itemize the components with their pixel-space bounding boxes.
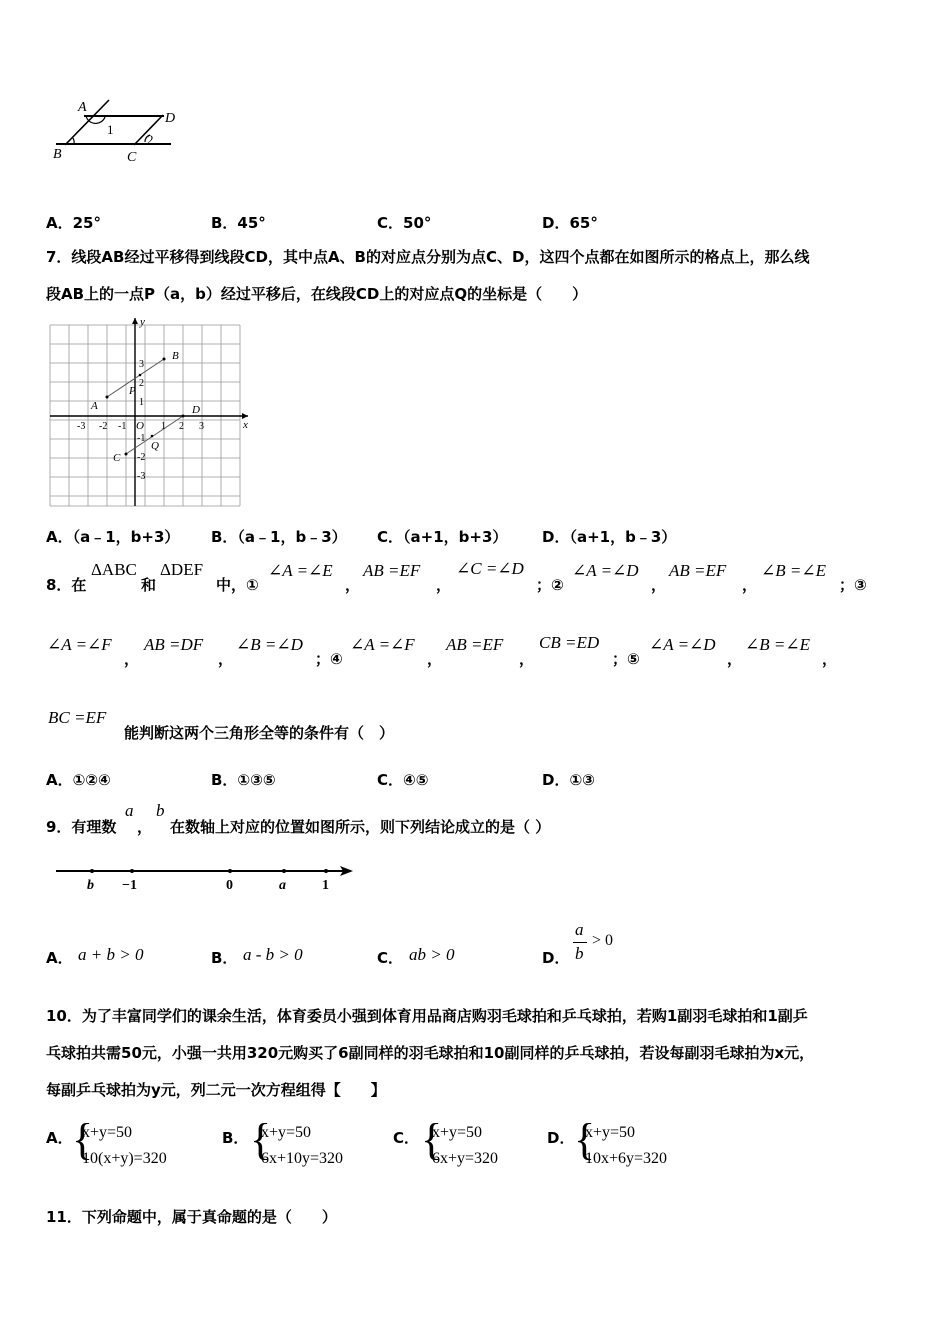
- q8-tail: 能判断这两个三角形全等的条件有（ ）: [124, 724, 395, 742]
- x-tick-label: 1: [161, 421, 166, 432]
- system-brace: {: [574, 1115, 596, 1164]
- y-tick-label: -3: [137, 471, 146, 482]
- q9-expr-c: ab > 0: [409, 945, 455, 964]
- point-c-label: C: [113, 452, 121, 464]
- q10-a-eq1: x+y=50: [82, 1124, 133, 1141]
- y-tick-label: -1: [137, 433, 146, 444]
- x-tick-label: 3: [199, 421, 204, 432]
- cond2-angle-a-d: ∠A =∠D: [572, 561, 639, 580]
- label-zero: 0: [226, 878, 233, 893]
- fraction-denominator: b: [575, 944, 584, 963]
- q7-option-c[interactable]: C．（a+1，b+3）: [377, 528, 508, 546]
- var-a: a: [125, 801, 134, 820]
- cond5-angle-a-d: ∠A =∠D: [649, 635, 716, 654]
- comma: ，: [727, 650, 743, 668]
- q10-option-b[interactable]: B．: [222, 1129, 249, 1147]
- system-brace: {: [72, 1115, 94, 1164]
- cond3-angle-a-f: ∠A =∠F: [47, 635, 112, 654]
- q10-b-eq1: x+y=50: [261, 1124, 312, 1141]
- q7-text-line1: 7．线段AB经过平移得到线段CD，其中点A、B的对应点分别为点C、D，这四个点都在如图所示的格点上，那么线: [46, 248, 810, 266]
- q9-option-b[interactable]: B．: [211, 949, 238, 967]
- y-tick-label: 1: [139, 397, 144, 408]
- cond1-angle-c-d: ∠C =∠D: [456, 559, 524, 578]
- comma: ，: [124, 650, 140, 668]
- separator-3: ；③: [839, 576, 867, 594]
- comma: ，: [822, 650, 838, 668]
- cond5-angle-b-e: ∠B =∠E: [745, 635, 810, 654]
- q8-mid: 中，①: [216, 576, 259, 594]
- coordinate-grid: [40, 315, 255, 513]
- tick-b: [90, 869, 94, 873]
- q8-and: 和: [141, 576, 157, 594]
- q8-option-c[interactable]: C．④⑤: [377, 771, 429, 789]
- q9-expr-b: a - b > 0: [243, 945, 303, 964]
- label-1: 1: [107, 122, 114, 137]
- cond1-ab-ef: AB =EF: [363, 561, 421, 580]
- cond2-angle-b-e: ∠B =∠E: [761, 561, 826, 580]
- triangle-abc: ΔABC: [91, 560, 137, 579]
- q9-option-c[interactable]: C．: [377, 949, 404, 967]
- angle-b-arc: [72, 137, 74, 144]
- q8-prefix: 8．在: [46, 576, 87, 594]
- q10-text-line1: 10．为了丰富同学们的课余生活，体育委员小强到体育用品商店购羽毛球拍和乒乓球拍，若购1副羽毛球拍和1副乒: [46, 1007, 808, 1025]
- point-c: [125, 453, 128, 456]
- label-b: b: [87, 878, 94, 893]
- q7-option-a[interactable]: A．（a﹣1，b+3）: [46, 528, 180, 546]
- point-d-label: D: [192, 404, 200, 416]
- q6-option-a[interactable]: A．25°: [46, 214, 101, 232]
- point-p-label: P: [129, 385, 136, 397]
- q7-option-b[interactable]: B．（a﹣1，b﹣3）: [211, 528, 347, 546]
- cond1-angle-a-e: ∠A =∠E: [268, 561, 333, 580]
- system-brace: {: [421, 1115, 443, 1164]
- point-a-label: A: [91, 400, 98, 412]
- cond4-ab-ef: AB =EF: [446, 635, 504, 654]
- comma: ，: [137, 818, 153, 836]
- label-c: C: [127, 150, 137, 165]
- label-d: D: [165, 111, 176, 126]
- point-d: [182, 415, 185, 418]
- label-a: A: [78, 100, 87, 115]
- comma: ，: [742, 576, 758, 594]
- tick-minus-one: [130, 869, 134, 873]
- q10-c-eq1: x+y=50: [432, 1124, 483, 1141]
- x-axis-label: x: [243, 419, 248, 431]
- y-tick-label: 3: [139, 359, 144, 370]
- separator-4: ；④: [315, 650, 343, 668]
- q7-text-line2: 段AB上的一点P（a，b）经过平移后，在线段CD上的对应点Q的坐标是（ ）: [46, 285, 588, 303]
- q9-option-d[interactable]: D．: [542, 949, 570, 967]
- label-a: a: [279, 878, 286, 893]
- q9-text: 在数轴上对应的位置如图所示，则下列结论成立的是（ ）: [170, 818, 551, 836]
- q10-option-a[interactable]: A．: [46, 1129, 73, 1147]
- fraction-numerator: a: [575, 920, 584, 939]
- q10-d-eq2: 10x+6y=320: [585, 1150, 668, 1167]
- point-b-label: B: [172, 350, 179, 362]
- separator-2: ；②: [536, 576, 564, 594]
- system-brace: {: [250, 1115, 272, 1164]
- q9-prefix: 9．有理数: [46, 818, 117, 836]
- tick-a: [282, 869, 286, 873]
- cond3-angle-b-d: ∠B =∠D: [236, 635, 303, 654]
- var-b: b: [156, 801, 165, 820]
- q10-text-line3: 每副乒乓球拍为y元，列二元一次方程组得【 】: [46, 1081, 386, 1099]
- q10-b-eq2: 6x+10y=320: [261, 1150, 344, 1167]
- comma: ，: [427, 650, 443, 668]
- y-axis-arrow: [132, 318, 138, 324]
- label-b: B: [53, 147, 62, 162]
- comma: ，: [651, 576, 667, 594]
- cond4-angle-a-f: ∠A =∠F: [350, 635, 415, 654]
- fraction-relation: > 0: [592, 932, 614, 949]
- comma: ，: [436, 576, 452, 594]
- y-axis-label: y: [140, 316, 145, 328]
- point-q: [151, 435, 154, 438]
- comma: ，: [345, 576, 361, 594]
- q10-option-c[interactable]: C．: [393, 1129, 420, 1147]
- q8-option-b[interactable]: B．①③⑤: [211, 771, 276, 789]
- fraction-bar: [573, 942, 587, 943]
- x-tick-label: -2: [99, 421, 108, 432]
- tick-one: [324, 869, 328, 873]
- cond2-ab-ef: AB =EF: [669, 561, 727, 580]
- comma: ，: [218, 650, 234, 668]
- q10-a-eq2: 10(x+y)=320: [82, 1150, 167, 1167]
- label-minus-one: −1: [122, 878, 137, 893]
- q6-option-c[interactable]: C．50°: [377, 214, 432, 232]
- q8-option-d[interactable]: D．①③: [542, 771, 595, 789]
- q6-option-d[interactable]: D．65°: [542, 214, 598, 232]
- q7-option-d[interactable]: D．（a+1，b﹣3）: [542, 528, 677, 546]
- y-tick-label: -2: [137, 452, 146, 463]
- triangle-def: ΔDEF: [160, 560, 204, 579]
- x-tick-label: -1: [118, 421, 127, 432]
- separator-5: ；⑤: [612, 650, 640, 668]
- point-a: [106, 396, 109, 399]
- cond4-cb-ed: CB =ED: [539, 633, 600, 652]
- cond5-bc-ef: BC =EF: [48, 708, 107, 727]
- x-tick-label: 2: [179, 421, 184, 432]
- q8-option-a[interactable]: A．①②④: [46, 771, 111, 789]
- tick-zero: [228, 869, 232, 873]
- comma: ，: [519, 650, 535, 668]
- origin-label: O: [136, 420, 144, 432]
- q10-d-eq1: x+y=50: [585, 1124, 636, 1141]
- q10-option-d[interactable]: D．: [547, 1129, 575, 1147]
- q10-text-line2: 乓球拍共需50元，小强一共用320元购买了6副同样的羽毛球拍和10副同样的乒乓球拍，若设每副羽毛球拍为x元，: [46, 1044, 815, 1062]
- line-ab: [65, 100, 109, 145]
- label-one: 1: [322, 878, 329, 893]
- q11-text: 11．下列命题中，属于真命题的是（ ）: [46, 1208, 337, 1226]
- point-q-label: Q: [151, 440, 159, 452]
- point-p: [139, 374, 142, 377]
- label-2: 2: [147, 132, 154, 147]
- parallel-lines-figure: [50, 95, 190, 170]
- x-tick-label: -3: [77, 421, 86, 432]
- cond3-ab-df: AB =DF: [144, 635, 204, 654]
- y-tick-label: 2: [139, 378, 144, 389]
- q9-option-a[interactable]: A．: [46, 949, 73, 967]
- q9-expr-a: a + b > 0: [78, 945, 144, 964]
- q10-c-eq2: 6x+y=320: [432, 1150, 499, 1167]
- point-b: [163, 358, 166, 361]
- number-line: [50, 855, 360, 895]
- q6-option-b[interactable]: B．45°: [211, 214, 266, 232]
